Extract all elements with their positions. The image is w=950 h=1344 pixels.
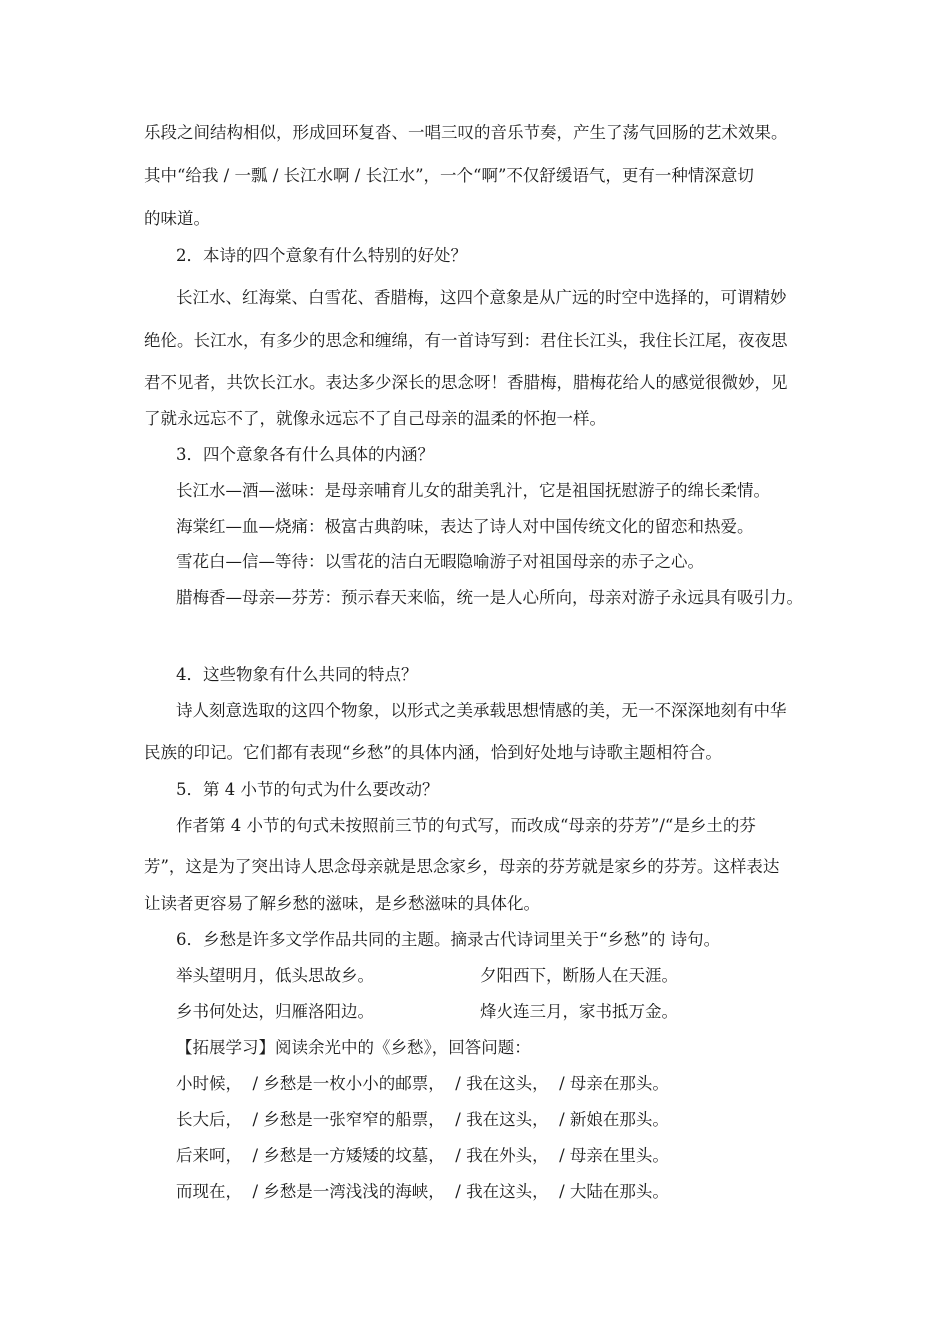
question-5: 5．第 4 小节的句式为什么要改动？ [176, 780, 439, 799]
question-4: 4．这些物象有什么共同的特点？ [176, 665, 418, 684]
question-3: 3．四个意象各有什么具体的内涵？ [176, 445, 434, 464]
intro-line: 乐段之间结构相似，形成回环复沓、一唱三叹的音乐节奏，产生了荡气回肠的艺术效果。 [144, 123, 788, 142]
imagery-item: 雪花白—信—等待：以雪花的洁白无暇隐喻游子对祖国母亲的赤子之心。 [176, 552, 704, 571]
answer-line: 作者第 4 小节的句式未按照前三节的句式写，而改成“母亲的芬芳”/“是乡土的芬 [176, 816, 756, 835]
imagery-item: 长江水—酒—滋味：是母亲哺育儿女的甜美乳汁，它是祖国抚慰游子的绵长柔情。 [176, 481, 770, 500]
question-6: 6．乡愁是许多文学作品共同的主题。摘录古代诗词里关于“乡愁”的 诗句。 [176, 930, 721, 949]
poem-line: 小时候， / 乡愁是一枚小小的邮票， / 我在这头， / 母亲在那头。 [176, 1074, 669, 1093]
answer-line: 民族的印记。它们都有表现“乡愁”的具体内涵，恰到好处地与诗歌主题相符合。 [144, 743, 722, 762]
verse-right: 烽火连三月，家书抵万金。 [480, 1002, 678, 1021]
imagery-item: 海棠红—血—烧痛：极富古典韵味，表达了诗人对中国传统文化的留恋和热爱。 [176, 517, 754, 536]
intro-line: 其中“给我 / 一瓢 / 长江水啊 / 长江水”，一个“啊”不仅舒缓语气，更有一种情深意切 [144, 166, 754, 185]
poem-line: 而现在， / 乡愁是一湾浅浅的海峡， / 我在这头， / 大陆在那头。 [176, 1182, 669, 1201]
answer-line: 了就永远忘不了，就像永远忘不了自己母亲的温柔的怀抱一样。 [144, 409, 606, 428]
answer-line: 绝伦。长江水，有多少的思念和缠绵，有一首诗写到：君住长江头，我住长江尾，夜夜思 [144, 331, 788, 350]
verse-row [176, 965, 856, 987]
answer-line: 君不见者，共饮长江水。表达多少深长的思念呀！香腊梅，腊梅花给人的感觉很微妙，见 [144, 373, 788, 392]
verse-right: 夕阳西下，断肠人在天涯。 [480, 966, 678, 985]
answer-line: 长江水、红海棠、白雪花、香腊梅，这四个意象是从广远的时空中选择的，可谓精妙 [176, 288, 787, 307]
intro-line: 的味道。 [144, 209, 210, 228]
answer-line: 诗人刻意选取的这四个物象，以形式之美承载思想情感的美，无一不深深地刻有中华 [176, 701, 787, 720]
poem-line: 长大后， / 乡愁是一张窄窄的船票， / 我在这头， / 新娘在那头。 [176, 1110, 669, 1129]
poem-line: 后来呵， / 乡愁是一方矮矮的坟墓， / 我在外头， / 母亲在里头。 [176, 1146, 669, 1165]
answer-line: 让读者更容易了解乡愁的滋味，是乡愁滋味的具体化。 [144, 894, 540, 913]
answer-line: 芳”，这是为了突出诗人思念母亲就是思念家乡，母亲的芬芳就是家乡的芬芳。这样表达 [144, 857, 780, 876]
verse-left: 举头望明月，低头思故乡。 [176, 966, 374, 985]
verse-row [176, 1001, 856, 1023]
verse-left: 乡书何处达，归雁洛阳边。 [176, 1002, 374, 1021]
extension-heading: 【拓展学习】阅读余光中的《乡愁》，回答问题： [176, 1038, 531, 1057]
imagery-item: 腊梅香—母亲—芬芳：预示春天来临，统一是人心所向，母亲对游子永远具有吸引力。 [176, 588, 803, 607]
question-2: 2．本诗的四个意象有什么特别的好处？ [176, 246, 467, 265]
